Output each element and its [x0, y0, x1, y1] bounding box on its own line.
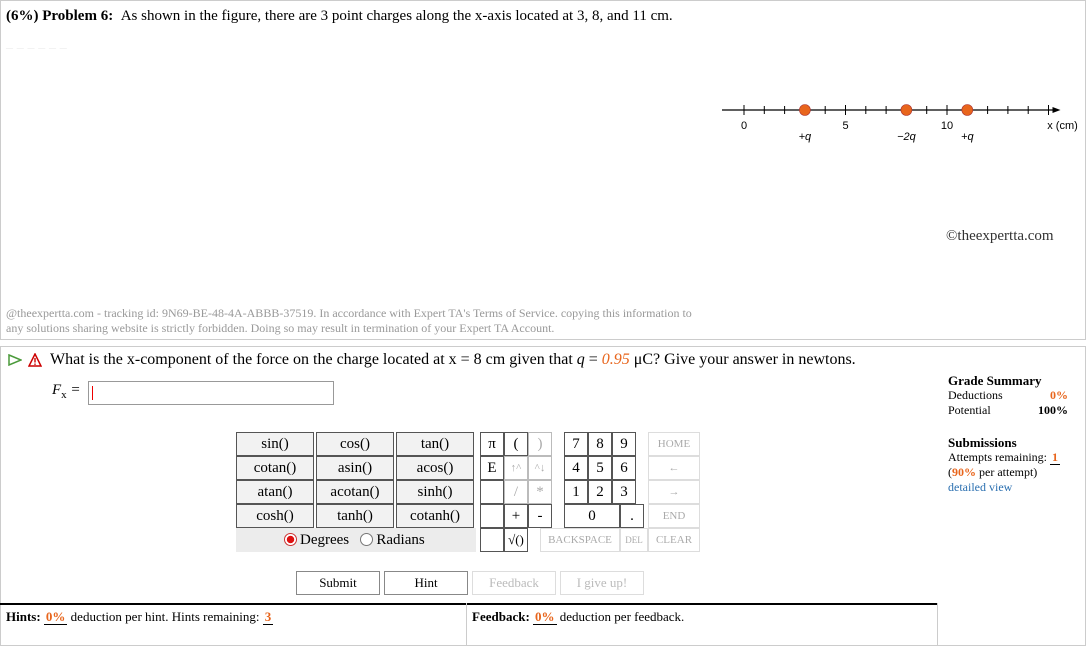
attempts-value: 1 [1051, 450, 1058, 464]
question-text-after: μC? Give your answer in newtons. [629, 351, 856, 368]
submit-button[interactable]: Submit [296, 571, 380, 595]
answer-label-main: F [52, 382, 62, 398]
backspace-key[interactable]: BACKSPACE [540, 528, 620, 552]
potential-label: Potential [948, 403, 991, 417]
faint-decoration: — — — — — — [6, 44, 68, 52]
angle-unit-selector [236, 528, 476, 552]
digit-5-key[interactable]: 5 [588, 456, 612, 480]
digit-7-key[interactable]: 7 [564, 432, 588, 456]
problem-percent: (6%) [6, 8, 39, 24]
submissions-title: Submissions [948, 435, 1017, 450]
hints-label: Hints: [6, 609, 41, 624]
problem-statement [6, 7, 706, 25]
digit-4-key[interactable]: 4 [564, 456, 588, 480]
cotan-key[interactable]: cotan() [236, 456, 314, 480]
grade-summary [948, 373, 1068, 418]
decimal-key[interactable]: . [620, 504, 644, 528]
deductions-label: Deductions [948, 388, 1003, 402]
sqrt-key[interactable]: √() [504, 528, 528, 552]
atan-key[interactable]: atan() [236, 480, 314, 504]
right-arrow-key[interactable]: → [648, 480, 700, 504]
give-up-button[interactable]: I give up! [560, 571, 644, 595]
text-cursor [92, 386, 93, 400]
hints-text: deduction per hint. Hints remaining: [70, 609, 260, 624]
open-paren-key[interactable]: ( [504, 432, 528, 456]
blank-key[interactable] [480, 480, 504, 504]
hints-remaining: 3 [264, 609, 272, 624]
radians-radio[interactable] [360, 533, 373, 546]
detailed-view-link[interactable]: detailed view [948, 480, 1013, 494]
caret-down-key[interactable]: ^↓ [528, 456, 552, 480]
answer-label [52, 382, 81, 401]
blank-key-2[interactable] [480, 504, 504, 528]
tanh-key[interactable]: tanh() [316, 504, 394, 528]
problem-text: As shown in the figure, there are 3 point charges along the x-axis located at 3, 8, and 11 cm. [120, 8, 673, 24]
submissions-panel: Submissions Attempts remaining: 1 (90% per attempt) detailed view [948, 435, 1073, 495]
charge-label: −2q [897, 131, 916, 143]
digit-3-key[interactable]: 3 [612, 480, 636, 504]
left-arrow-key[interactable]: ← [648, 456, 700, 480]
asin-key[interactable]: asin() [316, 456, 394, 480]
q-symbol: q [576, 351, 585, 368]
problem-title: Problem 6: [42, 8, 114, 24]
cos-key[interactable]: cos() [316, 432, 394, 456]
multiply-key[interactable]: * [528, 480, 552, 504]
question-text [50, 351, 856, 369]
charge-dot [799, 105, 810, 116]
charge-label: +q [961, 131, 974, 143]
q-value: 0.95 [601, 351, 630, 368]
cosh-key[interactable]: cosh() [236, 504, 314, 528]
feedback-text: deduction per feedback. [559, 609, 685, 624]
feedback-button[interactable]: Feedback [472, 571, 556, 595]
close-paren-key[interactable]: ) [528, 432, 552, 456]
copyright: ©theexpertta.com [946, 228, 1054, 244]
feedback-label: Feedback: [472, 609, 530, 624]
footer-separator [466, 603, 467, 645]
feedback-info [472, 609, 684, 625]
clear-key[interactable]: CLEAR [648, 528, 700, 552]
digit-0-key[interactable]: 0 [564, 504, 620, 528]
digit-8-key[interactable]: 8 [588, 432, 612, 456]
axis-label: x (cm) [1047, 120, 1078, 132]
home-key[interactable]: HOME [648, 432, 700, 456]
tick-label: 0 [740, 120, 748, 132]
end-key[interactable]: END [648, 504, 700, 528]
charge-label: +q [798, 131, 812, 143]
digit-2-key[interactable]: 2 [588, 480, 612, 504]
degrees-radio[interactable] [284, 533, 297, 546]
answer-label-sub: x [61, 389, 67, 401]
minus-key[interactable]: - [528, 504, 552, 528]
per-attempt-percent: 90% [952, 465, 976, 479]
answer-label-eq: = [66, 382, 81, 398]
potential-value: 100% [1038, 403, 1068, 417]
footer-right-edge [937, 603, 938, 645]
footer-divider [0, 603, 938, 605]
radians-label: Radians [376, 532, 425, 548]
e-key[interactable]: E [480, 456, 504, 480]
del-key[interactable]: DEL [620, 528, 648, 552]
question-text-before: What is the x-component of the force on the charge located at x = 8 cm given that [50, 351, 577, 368]
play-arrow-icon[interactable] [8, 354, 22, 366]
feedback-percent: 0% [535, 609, 555, 624]
warning-icon [28, 353, 42, 367]
charge-figure [720, 100, 1080, 150]
tan-key[interactable]: tan() [396, 432, 474, 456]
per-attempt-text: per attempt) [979, 465, 1038, 479]
attempts-label: Attempts remaining: [948, 450, 1047, 464]
hint-button[interactable]: Hint [384, 571, 468, 595]
hints-percent: 0% [45, 609, 66, 624]
sinh-key[interactable]: sinh() [396, 480, 474, 504]
digit-1-key[interactable]: 1 [564, 480, 588, 504]
plus-key[interactable]: + [504, 504, 528, 528]
charge-dot [962, 105, 973, 116]
grade-summary-title: Grade Summary [948, 373, 1042, 388]
tick-label: 5 [842, 120, 849, 132]
divide-key[interactable]: / [504, 480, 528, 504]
sin-key[interactable]: sin() [236, 432, 314, 456]
up-caret-key[interactable]: ↑^ [504, 456, 528, 480]
answer-input[interactable] [88, 381, 334, 405]
digit-9-key[interactable]: 9 [612, 432, 636, 456]
acotan-key[interactable]: acotan() [316, 480, 394, 504]
cotanh-key[interactable]: cotanh() [396, 504, 474, 528]
tracking-notice: @theexpertta.com - tracking id: 9N69-BE-48-4A-ABBB-37519. In accordance with Expert TA's Terms of Service. copying this information to any solutions sharing website is strictly forbidden. Doing so may result in termination of your Expert TA Account. [6, 306, 692, 335]
acos-key[interactable]: acos() [396, 456, 474, 480]
axis-arrowhead [1053, 107, 1061, 113]
degrees-label: Degrees [300, 532, 350, 548]
tick-label: 10 [940, 120, 954, 132]
pi-key[interactable]: π [480, 432, 504, 456]
blank-key-3[interactable] [480, 528, 504, 552]
deductions-value: 0% [1050, 388, 1068, 402]
q-eq: = [584, 351, 602, 368]
charge-dot [901, 105, 912, 116]
digit-6-key[interactable]: 6 [612, 456, 636, 480]
hints-info [6, 609, 273, 625]
